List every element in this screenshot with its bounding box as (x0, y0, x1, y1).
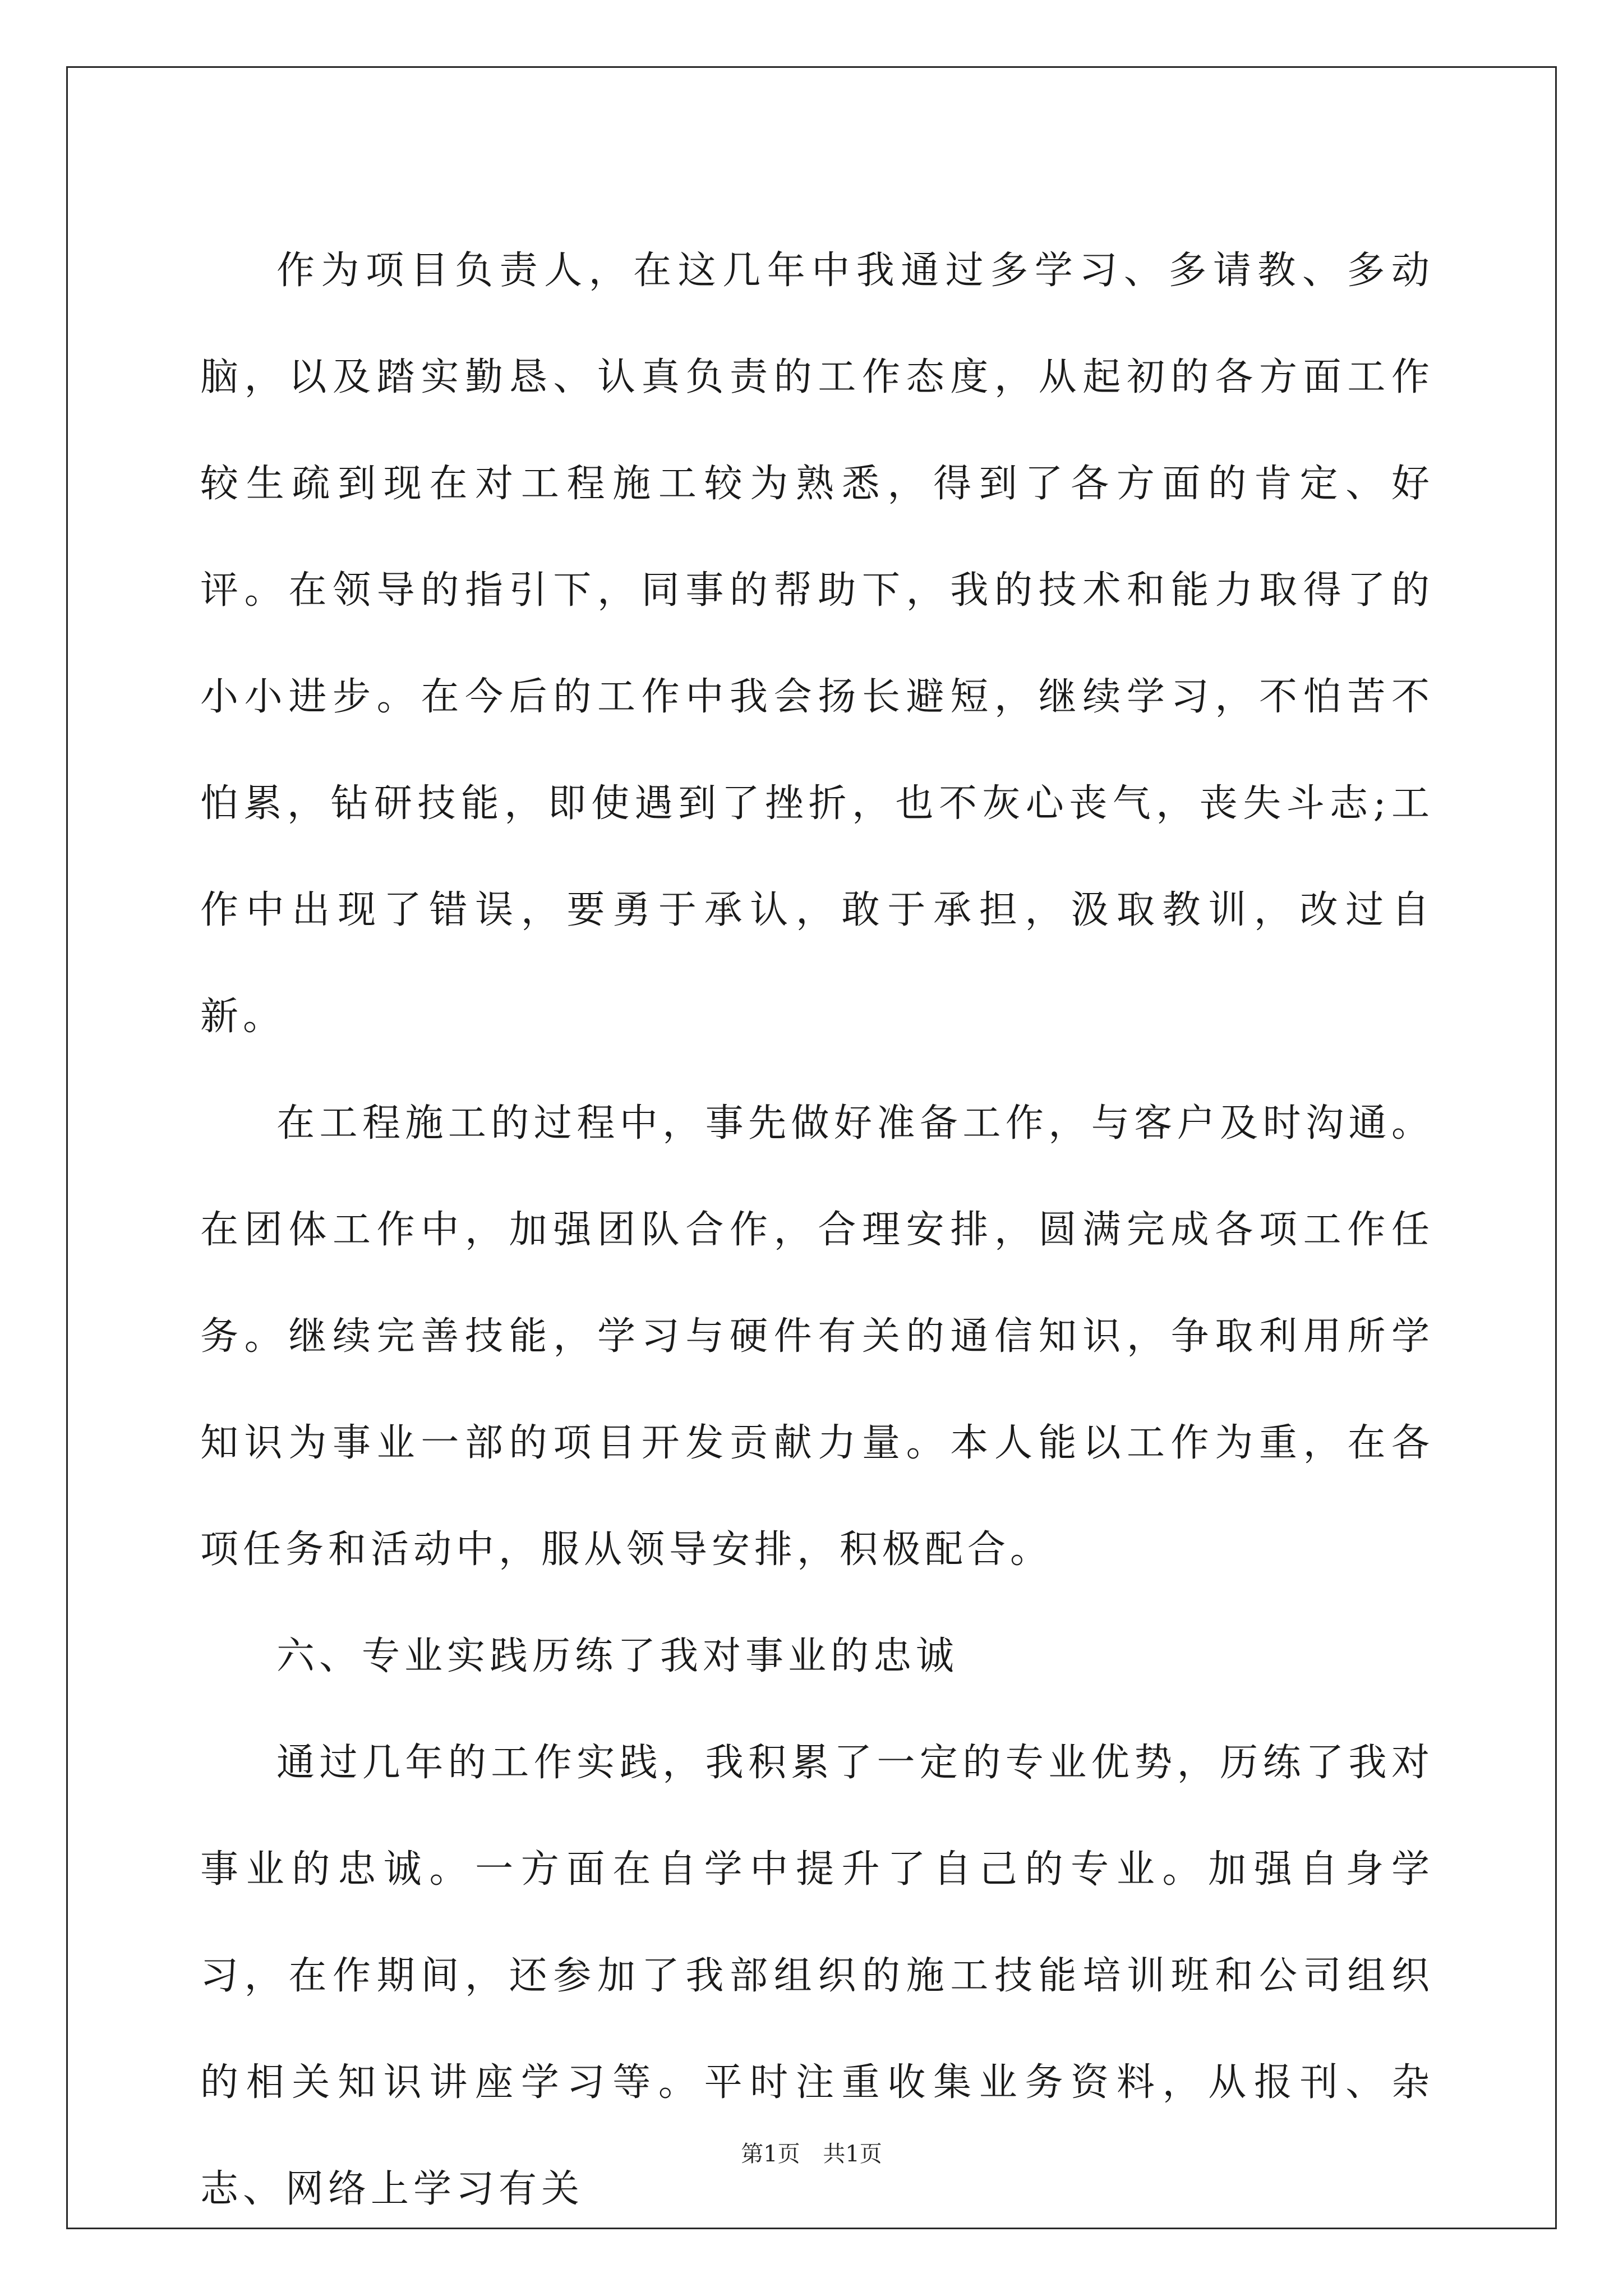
paragraph-1: 作为项目负责人，在这几年中我通过多学习、多请教、多动脑，以及踏实勤恳、认真负责的工作态度，从起初的各方面工作较生疏到现在对工程施工较为熟悉，得到了各方面的肯定、好评。在领导的指引下，同事的帮助下，我的技术和能力取得了的小小进步。在今后的工作中我会扬长避短，继续学习，不怕苦不怕累，钻研技能，即使遇到了挫折，也不灰心丧气，丧失斗志;工作中出现了错误，要勇于承认，敢于承担，汲取教训，改过自新。 (200, 249, 1434, 1039)
page-footer (0, 2136, 1623, 2168)
section-heading: 六、专业实践历练了我对事业的忠诚 (276, 1634, 959, 1678)
page-number: 第1页 (741, 2141, 800, 2167)
paragraph-2: 在工程施工的过程中，事先做好准备工作，与客户及时沟通。在团体工作中，加强团队合作，合理安排，圆满完成各项工作任务。继续完善技能，学习与硬件有关的通信知识，争取利用所学知识为事业一部的项目开发贡献力量。本人能以工作为重，在各项任务和活动中，服从领导安排，积极配合。 (200, 1101, 1434, 1572)
paragraph-3: 通过几年的工作实践，我积累了一定的专业优势，历练了我对事业的忠诚。一方面在自学中提升了自己的专业。加强自身学习，在作期间，还参加了我部组织的施工技能培训班和公司组织的相关知识讲座学习等。平时注重收集业务资料，从报刊、杂志、网络上学习有关 (200, 1741, 1434, 2211)
page-total: 共1页 (823, 2141, 882, 2167)
document-body (200, 218, 1434, 2243)
